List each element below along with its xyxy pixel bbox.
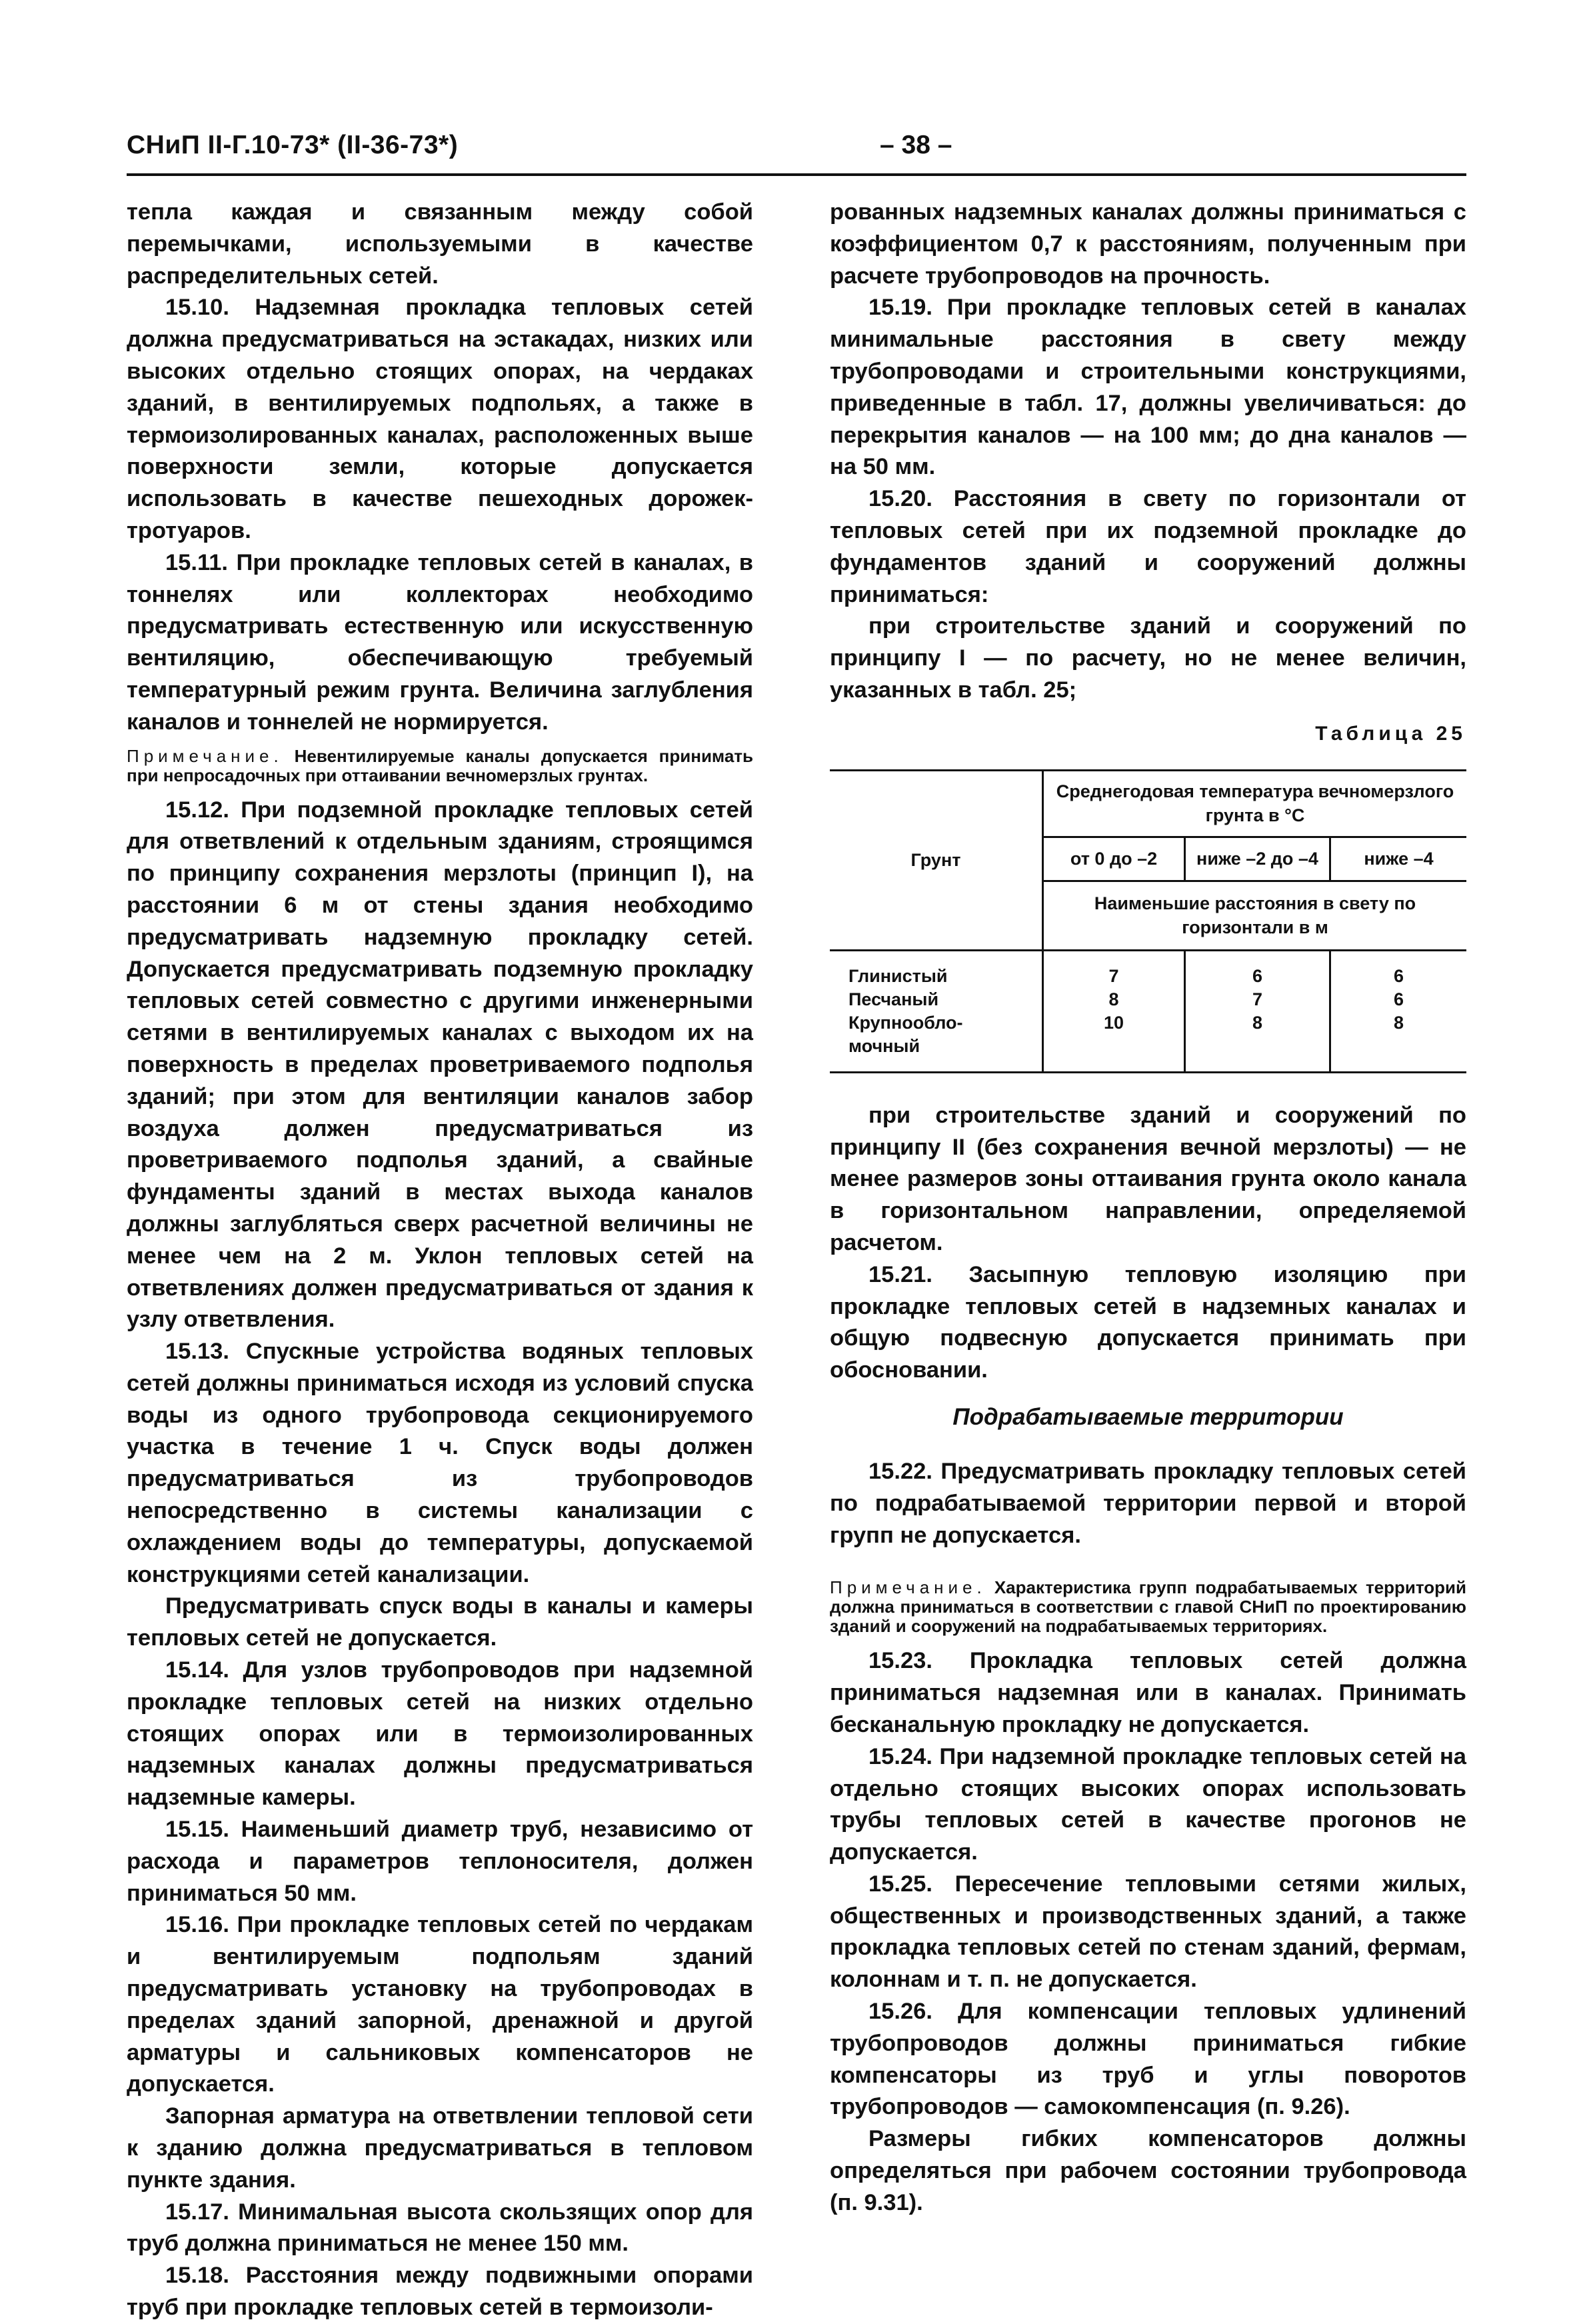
clause-text: Расстояния между подвижными опорами труб при прокладке тепловых сетей в термоизоли- <box>127 2263 753 2320</box>
clause-number: 15.26. <box>868 1999 932 2025</box>
clause-text: Расстояния в свету по горизонтали от тепловых сетей при их подземной прокладке до фундаментов зданий и сооружений должны приниматься: <box>830 486 1466 607</box>
clause-number: 15.23. <box>868 1648 932 1674</box>
clause-text: Надземная прокладка тепловых сетей должна предусматриваться на эстакадах, низких или высоких отдельно стоящих опорах, на чердаках зданий, в вентилируемых подпольях, а также в термоизолированных каналах, расположенных выше поверхности земли, которые допускается использовать в качестве пешеходных дорожек-тротуаров. <box>127 295 753 543</box>
clause-text: При подземной прокладке тепловых сетей для ответвлений к отдельным зданиям, строящимся по принципу сохранения мерзлоты (принцип I), на расстоянии 6 м от стены здания необходимо предусматривать надземную прокладку сетей. Допускается предусматривать подземную прокладку тепловых сетей совместно с другими инженерными сетями в вентилируемых каналах с выходом их на поверхность в пределах проветриваемого подполья зданий; при этом для вентиляции каналов забор воздуха должен предусматриваться из проветриваемого подполья зданий, а свайные фундаменты зданий в местах выхода каналов должны заглубляться сверх расчетной величины не менее чем на 2 м. Уклон тепловых сетей на ответвлениях должен предусматриваться от здания к узлу ответвления. <box>127 797 753 1333</box>
section-heading: Подрабатываемые территории <box>952 1403 1344 1430</box>
clause-number: 15.18. <box>165 2263 229 2289</box>
clause-15-20-principle-2: при строительстве зданий и сооружений по принципу II (без сохранения вечной мерзлоты) — не менее размеров зоны оттаивания грунта около канала в горизонтальном направлении, определяемой расчетом. <box>830 1102 1466 1255</box>
note-label: Примечание. <box>127 745 283 766</box>
note-text: Характеристика групп подрабатываемых территорий должна приниматься в соответствии с главой СНиП по проектированию зданий и сооружений на подрабатываемых территориях. <box>830 1577 1466 1637</box>
note-text: Невентилируемые каналы допускается принимать при непросадочных при оттаивании вечномерзлых грунтах. <box>127 745 753 785</box>
clause-number: 15.10. <box>165 295 229 321</box>
clause-number: 15.19. <box>868 295 932 321</box>
clause-15-21 <box>830 1259 1466 1387</box>
clause-15-24 <box>830 1741 1466 1869</box>
left-column <box>127 197 753 2324</box>
table-cell: Песчаный <box>848 989 939 1009</box>
clause-number: 15.21. <box>868 1261 932 1287</box>
clause-15-14 <box>127 1655 753 1814</box>
clause-number: 15.14. <box>165 1657 229 1683</box>
clause-number: 15.16. <box>165 1912 229 1938</box>
clause-text: Для узлов трубопроводов при надземной прокладке тепловых сетей на низких отдельно стоящих опорах или в термоизолированных надземных каналах должны предусматриваться надземные камеры. <box>127 1657 753 1811</box>
table-cell: 6 <box>1393 965 1404 986</box>
clause-15-13-continued: Предусматривать спуск воды в каналы и камеры тепловых сетей не допускается. <box>127 1593 753 1651</box>
right-column <box>830 197 1466 2219</box>
paragraph-continuation: рованных надземных каналах должны приниматься с коэффициентом 0,7 к расстояниям, полученным при расчете трубопроводов на прочность. <box>830 199 1466 289</box>
clause-15-19 <box>830 292 1466 483</box>
clause-number: 15.24. <box>868 1743 932 1769</box>
clause-15-20 <box>830 483 1466 611</box>
clause-15-13 <box>127 1336 753 1591</box>
table-25 <box>830 769 1466 1073</box>
document-code: СНиП II-Г.10-73* (II-36-73*) <box>127 131 459 159</box>
clause-number: 15.11. <box>165 549 229 575</box>
table-caption: Таблица 25 <box>1315 722 1466 745</box>
clause-text: При прокладке тепловых сетей в каналах минимальные расстояния в свету между трубопроводами и строительными конструкциями, приведенные в табл. 17, должны увеличиваться: до перекрытия каналов — на 100 мм; до дна каналов — на 50 мм. <box>830 295 1466 480</box>
clause-number: 15.17. <box>165 2199 229 2225</box>
clause-15-22 <box>830 1456 1466 1551</box>
table-subheader: ниже –4 <box>1330 837 1467 881</box>
clause-15-23 <box>830 1645 1466 1741</box>
clause-text: При прокладке тепловых сетей по чердакам и вентилируемым подпольям зданий предусматривать установку на трубопроводах в пределах зданий запорной, дренажной и другой арматуры и сальниковых компенсаторов не допускается. <box>127 1912 753 2097</box>
clause-15-15 <box>127 1814 753 1909</box>
table-cell: Крупнообло- <box>848 1012 963 1033</box>
table-cell: 8 <box>1252 1012 1263 1033</box>
table-cell: 7 <box>1252 989 1263 1009</box>
clause-text: Спускные устройства водяных тепловых сетей должны приниматься исходя из условий спуска воды из одного трубопровода секционируемого участка в течение 1 ч. Спуск воды должен предусматриваться из трубопроводов непосредственно в системы канализации с охлаждением воды до температуры, допускаемой конструкциями сетей канализации. <box>127 1339 753 1587</box>
header-rule <box>127 173 1466 176</box>
table-value-header: Наименьшие расстояния в свету по горизонтали в м <box>1043 881 1467 950</box>
clause-15-16 <box>127 1909 753 2101</box>
clause-text: Прокладка тепловых сетей должна приниматься надземная или в каналах. Принимать бесканальную прокладку не допускается. <box>830 1648 1466 1737</box>
table-values-col-2 <box>1185 950 1330 1072</box>
clause-number: 15.22. <box>868 1458 932 1484</box>
table-cell: 8 <box>1108 989 1119 1009</box>
clause-15-11 <box>127 547 753 739</box>
note-label: Примечание. <box>830 1577 986 1598</box>
table-group-header: Среднегодовая температура вечномерзлого грунта в °С <box>1043 770 1467 837</box>
table-cell: 6 <box>1393 989 1404 1009</box>
table-values-col-1 <box>1043 950 1185 1072</box>
note-1 <box>127 747 753 785</box>
clause-number: 15.20. <box>868 486 932 512</box>
clause-number: 15.12. <box>165 797 229 823</box>
table-values-col-3 <box>1330 950 1467 1072</box>
clause-text: Для компенсации тепловых удлинений трубопроводов должны приниматься гибкие компенсаторы из труб и углы поворотов трубопроводов — самокомпенсация (п. 9.26). <box>830 1999 1466 2120</box>
clause-text: При прокладке тепловых сетей в каналах, в тоннелях или коллекторах необходимо предусматривать естественную или искусственную вентиляцию, обеспечивающую требуемый температурный режим грунта. Величина заглубления каналов и тоннелей не нормируется. <box>127 549 753 735</box>
clause-text: Пересечение тепловыми сетями жилых, общественных и производственных зданий, а также прокладка тепловых сетей по стенам зданий, фермам, колоннам и т. п. не допускается. <box>830 1871 1466 1993</box>
paragraph-continuation: тепла каждая и связанным между собой перемычками, используемыми в качестве распределительных сетей. <box>127 199 753 289</box>
table-cell: 7 <box>1108 965 1119 986</box>
table-cell: Глинистый <box>848 965 948 986</box>
clause-text: Засыпную тепловую изоляцию при прокладке тепловых сетей в надземных каналах и общую подвесную допускается принимать при обосновании. <box>830 1261 1466 1383</box>
page-header <box>127 131 1466 168</box>
page-number: – 38 – <box>880 131 952 159</box>
table-subheader: ниже –2 до –4 <box>1185 837 1330 881</box>
clause-number: 15.25. <box>868 1871 932 1897</box>
clause-15-17 <box>127 2197 753 2261</box>
clause-15-12 <box>127 795 753 1337</box>
clause-text: Наименьший диаметр труб, независимо от расхода и параметров теплоносителя, должен приниматься 50 мм. <box>127 1817 753 1906</box>
clause-number: 15.15. <box>165 1817 229 1843</box>
table-cell: мочный <box>848 1035 920 1056</box>
table-cell: 6 <box>1252 965 1263 986</box>
clause-15-18 <box>127 2260 753 2324</box>
clause-15-20-principle-1: при строительстве зданий и сооружений по принципу I — по расчету, но не менее величин, указанных в табл. 25; <box>830 613 1466 703</box>
clause-15-26 <box>830 1996 1466 2123</box>
note-2 <box>830 1578 1466 1636</box>
clause-15-16-continued: Запорная арматура на ответвлении тепловой сети к зданию должна предусматриваться в тепловом пункте здания. <box>127 2103 753 2193</box>
table-soil-cell <box>830 950 1043 1072</box>
clause-text: При надземной прокладке тепловых сетей на отдельно стоящих высоких опорах использовать трубы тепловых сетей в качестве прогонов не допускается. <box>830 1743 1466 1865</box>
table-header-soil: Грунт <box>830 770 1043 950</box>
clause-15-26-continued: Размеры гибких компенсаторов должны определяться при рабочем состоянии трубопровода (п. 9.31). <box>830 2126 1466 2215</box>
clause-number: 15.13. <box>165 1339 229 1365</box>
clause-text: Предусматривать прокладку тепловых сетей по подрабатываемой территории первой и второй групп не допускается. <box>830 1458 1466 1548</box>
table-cell: 10 <box>1103 1012 1124 1033</box>
clause-15-25 <box>830 1869 1466 1996</box>
table-cell: 8 <box>1393 1012 1404 1033</box>
clause-15-10 <box>127 292 753 547</box>
clause-text: Минимальная высота скользящих опор для труб должна приниматься не менее 150 мм. <box>127 2199 753 2257</box>
table-subheader: от 0 до –2 <box>1043 837 1185 881</box>
